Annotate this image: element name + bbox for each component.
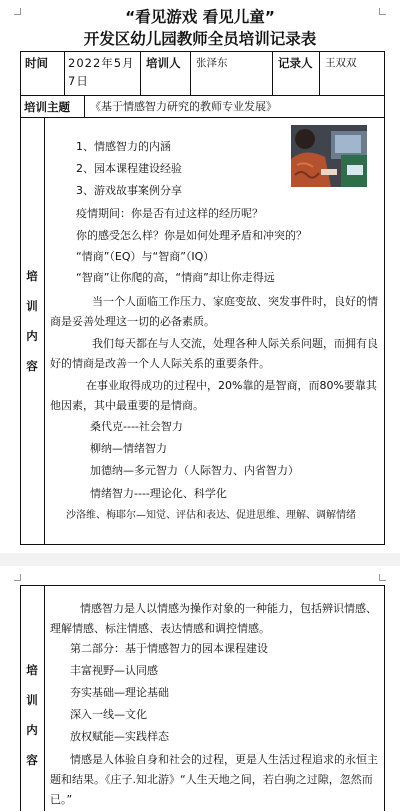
paragraph-ei-definition: 情感智力是人以情感为操作对象的一种能力，包括辨识情感、理解情感、标注情感、表达情感和调控情感。 [50,602,377,635]
time-value: 2022年5月7日 [68,56,135,88]
table-border [272,51,273,95]
agenda-item-1: 1、情感智力的内涵 [76,140,171,153]
crop-mark [14,574,21,581]
table-border [44,117,45,544]
agenda-item-3: 3、游戏故事案例分享 [76,184,182,197]
content-label-char: 训 [26,693,38,707]
recorder-label: 记录人 [278,56,313,70]
document-page-2 [0,566,400,811]
table-border [20,544,385,545]
paragraph-emotion: 情感是人体验自身和社会的过程，更是人生活过程追求的永恒主题和结果。《庄子.知北游》“人生天地之间，若白驹之过隙，忽然而已。” [50,753,378,806]
table-border [20,585,384,586]
content-label-char: 容 [26,753,38,767]
table-border [20,51,384,52]
content-label-char: 培 [26,269,38,283]
table-border [384,51,385,544]
table-border [140,51,141,95]
table-border [44,585,45,811]
table-border [319,51,320,95]
trainer-value: 张泽东 [196,57,228,69]
curriculum-point-2: 夯实基础—理论基础 [70,686,169,699]
title-line-2: 开发区幼儿园教师全员培训记录表 [83,30,317,48]
theorist-2: 柳纳—情绪智力 [90,442,167,455]
time-label: 时间 [25,56,48,70]
title-line-1: “看见游戏 看见儿童” [125,8,275,26]
question-1: 疫情期间：你是否有过这样的经历呢？ [76,207,263,220]
paragraph-3: 在事业取得成功的过程中，20%靠的是智商，而80%要靠其他因素，其中最重要的是情商。 [50,379,377,412]
part-2-heading: 第二部分：基于情感智力的园本课程建设 [70,642,268,655]
table-border [64,51,65,95]
quote-line: “智商”让你爬的高，“情商”却让你走得远 [76,271,275,284]
agenda-item-2: 2、园本课程建设经验 [76,162,182,175]
content-label-char: 内 [26,723,38,737]
eq-iq-line: “情商”（EQ）与“智商”（IQ） [76,250,215,263]
recorder-value: 王双双 [325,57,357,69]
training-photo [291,125,367,187]
theme-value: 《基于情感智力研究的教师专业发展》 [90,100,277,113]
content-label-char: 训 [26,299,38,313]
table-border [84,95,85,117]
paragraph-1: 当一个人面临工作压力、家庭变故、突发事件时，良好的情商是妥善处理这一切的必备素质。 [50,295,378,328]
content-label [20,662,44,782]
trainer-label: 培训人 [146,56,181,70]
curriculum-point-3: 深入一线—文化 [70,708,147,721]
content-label-char: 培 [26,663,38,677]
theorist-4: 情绪智力----理论化、科学化 [90,487,227,500]
paragraph-2: 我们每天都在与人交流，处理各种人际关系问题，而拥有良好的情商是改善一个人人际关系的重要条件。 [50,337,378,370]
theorist-5: 沙洛维、梅耶尔—知觉、评估和表达、促进思维、理解、调解情绪 [66,510,356,521]
theme-label: 培训主题 [24,100,70,114]
question-2: 你的感受怎么样？你是如何处理矛盾和冲突的？ [76,229,307,242]
table-border [20,117,384,118]
curriculum-point-1: 丰富视野—认同感 [70,664,158,677]
theorist-1: 桑代克----社会智力 [90,420,183,433]
curriculum-point-4: 放权赋能—实践样态 [70,730,169,743]
photo-illustration [291,125,367,187]
table-border [20,95,384,96]
crop-mark [379,574,386,581]
table-border [190,51,191,95]
content-label-char: 内 [26,329,38,343]
content-label [20,268,44,388]
content-label-char: 容 [26,359,38,373]
theorist-3: 加德纳—多元智力（人际智力、内省智力） [90,464,299,477]
table-border [384,585,385,811]
